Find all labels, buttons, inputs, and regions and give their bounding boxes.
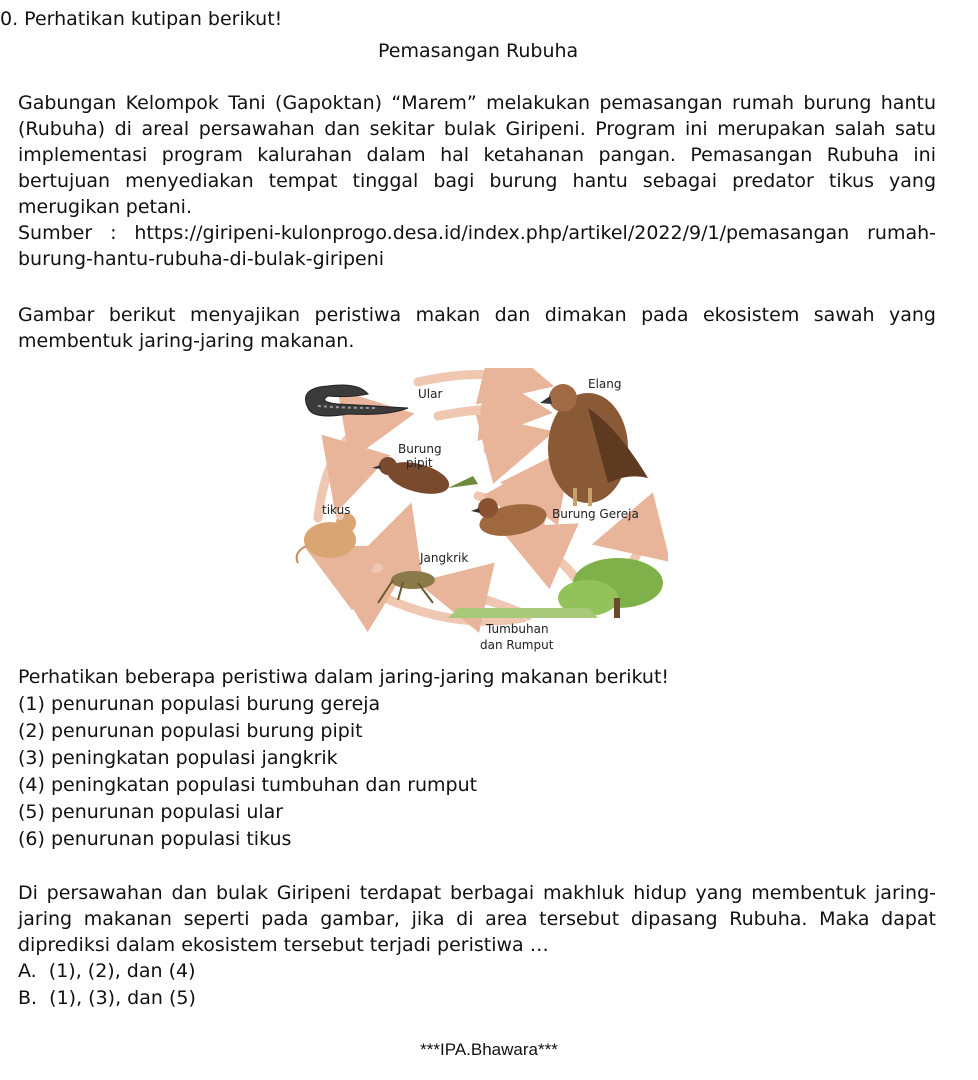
intro-line-1: Gambar berikut menyajikan peristiwa makan dan dimakan pada ekosistem sawah yang (18, 304, 936, 326)
event-item-6: (6) penurunan populasi tikus (18, 828, 292, 850)
prompt-line-3: diprediksi dalam ekosistem tersebut terjadi peristiwa … (18, 934, 549, 956)
label-jangkrik: Jangkrik (420, 551, 469, 565)
event-item-1: (1) penurunan populasi burung gereja (18, 693, 381, 715)
event-item-5: (5) penurunan populasi ular (18, 801, 284, 823)
source-line-2: burung-hantu-rubuha-di-bulak-giripeni (18, 248, 385, 270)
passage-line-4: bertujuan menyediakan tempat tinggal bagi burung hantu sebagai predator tikus yang (18, 170, 936, 192)
snake-illustration (306, 385, 409, 416)
event-item-3: (3) peningkatan populasi jangkrik (18, 747, 338, 769)
prompt-line-1: Di persawahan dan bulak Giripeni terdapat berbagai makhluk hidup yang membentuk jaring- (18, 882, 936, 904)
tikus-illustration (297, 512, 356, 563)
label-tikus: tikus (322, 503, 351, 517)
footer-credit: ***IPA.Bhawara*** (420, 1040, 558, 1059)
label-elang: Elang (588, 377, 622, 391)
option-b-letter: B. (18, 987, 38, 1009)
tumbuhan-illustration (448, 558, 663, 618)
label-ular: Ular (418, 387, 443, 401)
event-item-4: (4) peningkatan populasi tumbuhan dan rumput (18, 774, 478, 796)
label-tumbuhan-2: dan Rumput (480, 638, 554, 652)
passage-line-5: merugikan petani. (18, 196, 192, 218)
option-b-text: (1), (3), dan (5) (49, 987, 196, 1009)
question-number-label: 0. Perhatikan kutipan berikut! (0, 8, 283, 30)
food-web-figure (288, 368, 668, 658)
passage-line-2: (Rubuha) di areal persawahan dan sekitar bulak Giripeni. Program ini merupakan salah satu (18, 118, 936, 140)
event-item-2: (2) penurunan populasi burung pipit (18, 720, 363, 742)
label-burung-pipit-1: Burung (398, 442, 442, 456)
option-b[interactable] (18, 985, 196, 1011)
intro-line-2: membentuk jaring-jaring makanan. (18, 330, 355, 352)
option-a-text: (1), (2), dan (4) (48, 960, 196, 982)
prompt-line-2: jaring makanan seperti pada gambar, jika di area tersebut dipasang Rubuha. Maka dapat (18, 908, 936, 930)
events-intro: Perhatikan beberapa peristiwa dalam jaring-jaring makanan berikut! (18, 666, 670, 688)
label-tumbuhan-1: Tumbuhan (486, 622, 549, 636)
option-a-letter: A. (18, 960, 37, 982)
passage-title: Pemasangan Rubuha (378, 40, 579, 62)
source-line-1: Sumber : https://giripeni-kulonprogo.desa.id/index.php/artikel/2022/9/1/pemasangan rumah- (18, 222, 936, 244)
label-burung-gereja: Burung Gereja (552, 507, 639, 521)
passage-line-3: implementasi program kalurahan dalam hal ketahanan pangan. Pemasangan Rubuha ini (18, 144, 936, 166)
burung-gereja-illustration (471, 498, 549, 541)
passage-line-1: Gabungan Kelompok Tani (Gapoktan) “Marem” melakukan pemasangan rumah burung hantu (18, 92, 936, 114)
label-burung-pipit-2: pipit (406, 456, 433, 470)
eagle-illustration (540, 384, 648, 506)
option-a[interactable] (18, 958, 195, 984)
